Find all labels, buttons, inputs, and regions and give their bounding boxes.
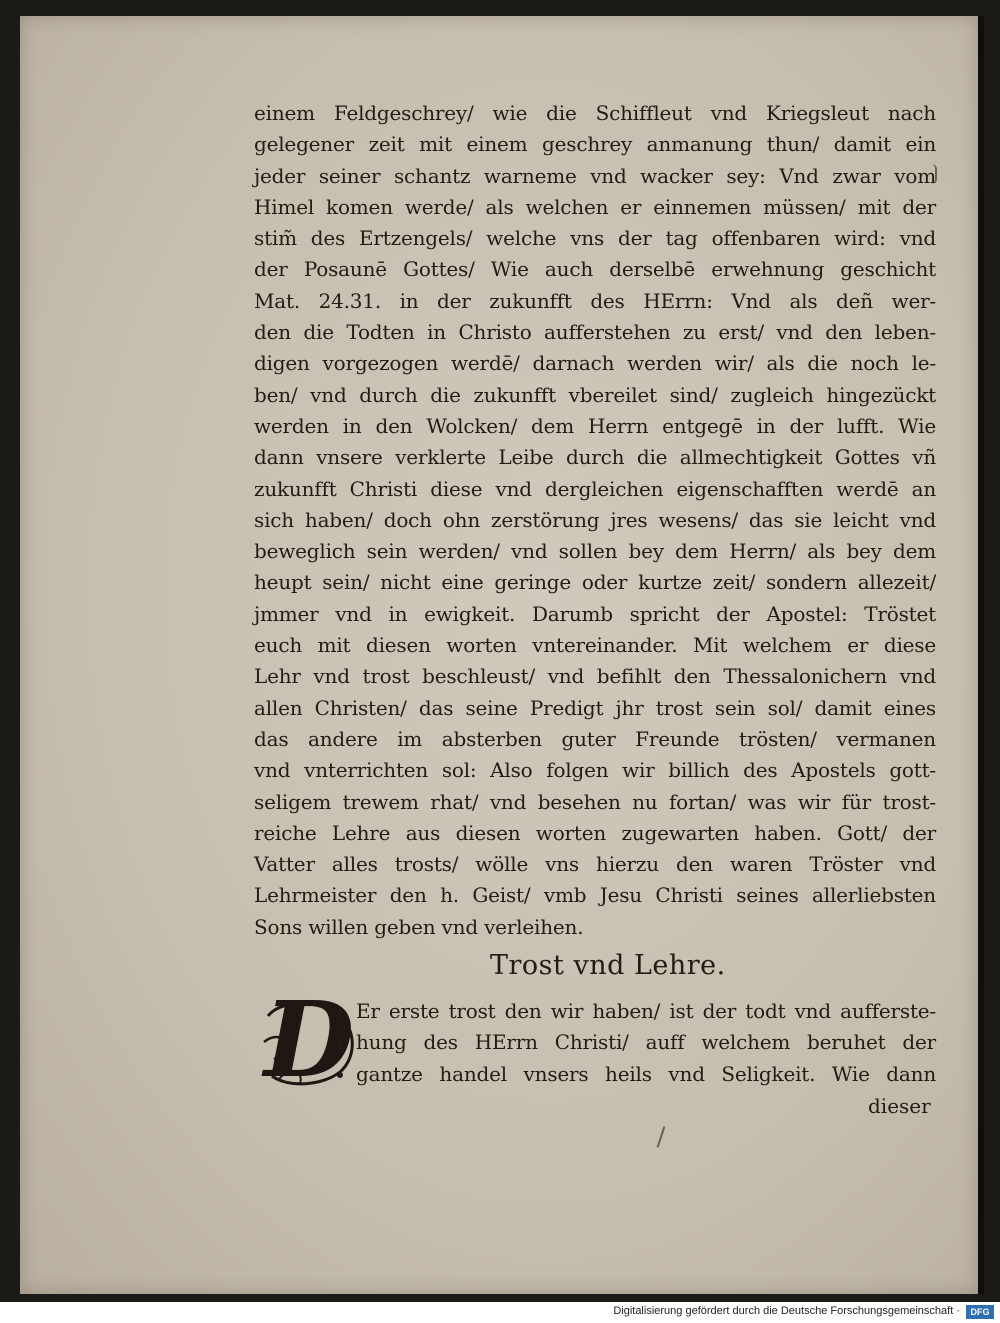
text-line: werden in den Wolcken/ dem Herrn entgegē in der lufft. Wie <box>254 413 936 438</box>
text-line: allen Christen/ das seine Predigt jhr trost sein sol/ damit eines <box>254 695 936 720</box>
text-line: zukunfft Christi diese vnd dergleichen eigenschafften werdē an <box>254 476 936 501</box>
text-line: den die Todten in Christo aufferstehen zu erst/ vnd den leben- <box>254 320 936 345</box>
footer-bar <box>0 1302 1000 1323</box>
funding-credit: Digitalisierung gefördert durch die Deutsche Forschungsgemeinschaft · <box>613 1305 960 1317</box>
text-line: Lehr vnd trost beschleust/ vnd befihlt den Thessalonichern vnd <box>254 664 936 689</box>
text-line: heupt sein/ nicht eine geringe oder kurtze zeit/ sondern allezeit/ <box>254 570 936 595</box>
text-line: einem Feldgeschrey/ wie die Schiffleut vnd Kriegsleut nach <box>254 101 936 125</box>
text-line: vnd vnterrichten sol: Also folgen wir billich des Apostels gott- <box>254 758 936 783</box>
text-line: jeder seiner schantz warneme vnd wacker sey: Vnd zwar vom <box>254 163 936 188</box>
text-line: sich haben/ doch ohn zerstörung jres wesens/ das sie leicht vnd <box>254 507 936 532</box>
text-line: Mat. 24.31. in der zukunfft des HErrn: Vnd als deñ wer- <box>254 288 936 313</box>
text-line: Himel komen werde/ als welchen er einnemen müssen/ mit der <box>254 194 936 219</box>
text-line: ben/ vnd durch die zukunfft vbereilet sind/ zugleich hingezückt <box>254 382 936 407</box>
book-page <box>20 16 984 1294</box>
text-line: gelegener zeit mit einem geschrey anmanung thun/ damit ein <box>254 132 936 157</box>
drop-cap-initial: D <box>264 978 355 1101</box>
text-line: Vatter alles trosts/ wölle vns hierzu den waren Tröster vnd <box>254 852 936 877</box>
catchword: dieser <box>868 1094 931 1118</box>
text-line: reiche Lehre aus diesen worten zugewarten haben. Gott/ der <box>254 820 936 845</box>
dfg-logo: DFG <box>966 1305 994 1319</box>
section-heading: Trost vnd Lehre. <box>490 950 726 981</box>
text-line: der Posaunē Gottes/ Wie auch derselbē erwehnung geschicht <box>254 257 936 282</box>
text-line: seligem trewem rhat/ vnd besehen nu fortan/ was wir für trost- <box>254 789 936 814</box>
text-line: stim̃ des Ertzengels/ welche vns der tag offenbaren wird: vnd <box>254 226 936 251</box>
text-line: euch mit diesen worten vntereinander. Mit welchem er diese <box>254 633 936 658</box>
text-line: Sons willen geben vnd verleihen. <box>254 914 584 939</box>
page-stain <box>657 1126 666 1148</box>
main-paragraph <box>254 98 936 943</box>
second-paragraph <box>356 996 936 1090</box>
text-line: jmmer vnd in ewigkeit. Darumb spricht der Apostel: Tröstet <box>254 601 936 626</box>
text-line: • gantze handel vnsers heils vnd Seligkeit. Wie dann <box>356 1059 936 1090</box>
text-line: beweglich sein werden/ vnd sollen bey dem Herrn/ als bey dem <box>254 539 936 564</box>
text-line: das andere im absterben guter Freunde trösten/ vermanen <box>254 726 936 751</box>
text-line: • Er erste trost den wir haben/ ist der todt vnd aufferste- <box>356 996 936 1027</box>
text-line: • hung des HErrn Christi/ auff welchem beruhet der <box>356 1027 936 1058</box>
text-line: digen vorgezogen werdē/ darnach werden wir/ als die noch le- <box>254 351 936 376</box>
text-line: dann vnsere verklerte Leibe durch die allmechtigkeit Gottes vñ <box>254 445 936 470</box>
text-line: Lehrmeister den h. Geist/ vmb Jesu Christi seines allerliebsten <box>254 883 936 908</box>
page-stain <box>932 164 937 184</box>
